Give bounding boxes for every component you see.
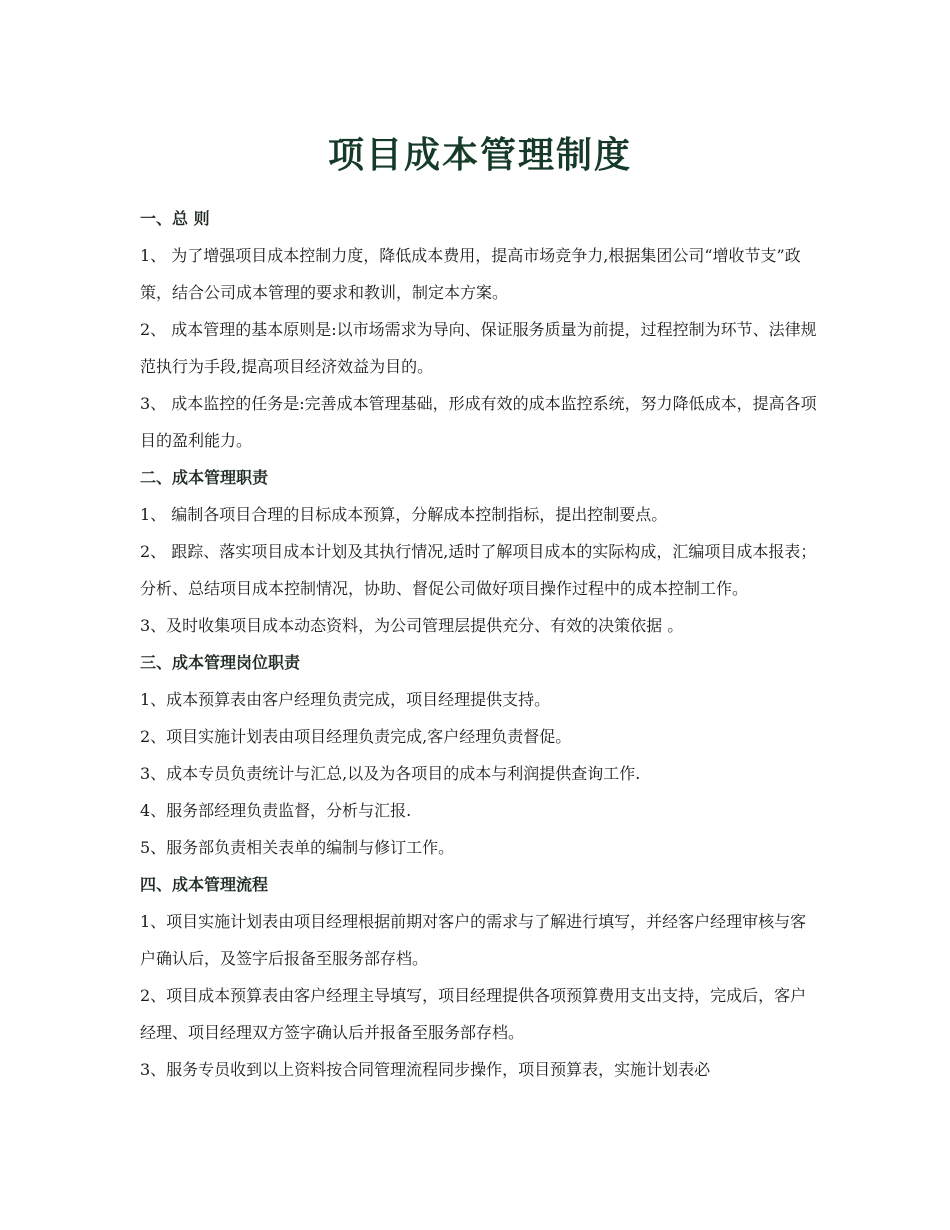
paragraph: 2、项目成本预算表由客户经理主导填写，项目经理提供各项预算费用支出支持，完成后，客户经理、项目经理双方签字确认后并报备至服务部存档。: [140, 986, 807, 1042]
section-heading: 二、成本管理职责: [140, 468, 269, 487]
paragraph: 5、服务部负责相关表单的编制与修订工作。: [140, 838, 455, 857]
paragraph: 4、服务部经理负责监督，分析与汇报.: [140, 801, 412, 820]
document-page: [140, 130, 820, 1088]
paragraph: 2、 跟踪、落实项目成本计划及其执行情况,适时了解项目成本的实际构成，汇编项目成本报表；分析、总结项目成本控制情况，协助、督促公司做好项目操作过程中的成本控制工作。: [140, 542, 817, 598]
section-process: [140, 866, 820, 1088]
section-heading: 四、成本管理流程: [140, 875, 269, 894]
section-heading: 三、成本管理岗位职责: [140, 653, 301, 672]
paragraph: 2、项目实施计划表由项目经理负责完成,客户经理负责督促。: [140, 727, 572, 746]
paragraph: 2、 成本管理的基本原则是:以市场需求为导向、保证服务质量为前提，过程控制为环节、法律规范执行为手段,提高项目经济效益为目的。: [140, 320, 817, 376]
section-position-duties: [140, 644, 820, 866]
section-heading: 一、总 则: [140, 209, 210, 228]
paragraph: 3、 成本监控的任务是:完善成本管理基础，形成有效的成本监控系统，努力降低成本，提高各项目的盈利能力。: [140, 394, 817, 450]
paragraph: 1、项目实施计划表由项目经理根据前期对客户的需求与了解进行填写，并经客户经理审核与客户确认后，及签字后报备至服务部存档。: [140, 912, 807, 968]
paragraph: 1、成本预算表由客户经理负责完成，项目经理提供支持。: [140, 690, 551, 709]
section-general: [140, 200, 820, 459]
paragraph: 3、服务专员收到以上资料按合同管理流程同步操作，项目预算表，实施计划表必: [140, 1060, 711, 1079]
document-title: 项目成本管理制度: [327, 135, 632, 176]
paragraph: 3、成本专员负责统计与汇总,以及为各项目的成本与利润提供查询工作.: [140, 764, 641, 783]
paragraph: 1、 编制各项目合理的目标成本预算，分解成本控制指标，提出控制要点。: [140, 505, 668, 524]
paragraph: 3、及时收集项目成本动态资料，为公司管理层提供充分、有效的决策依据 。: [140, 616, 684, 635]
section-responsibilities: [140, 459, 820, 644]
paragraph: 1、 为了增强项目成本控制力度，降低成本费用，提高市场竞争力,根据集团公司“增收节支”政策，结合公司成本管理的要求和教训，制定本方案。: [140, 246, 801, 302]
